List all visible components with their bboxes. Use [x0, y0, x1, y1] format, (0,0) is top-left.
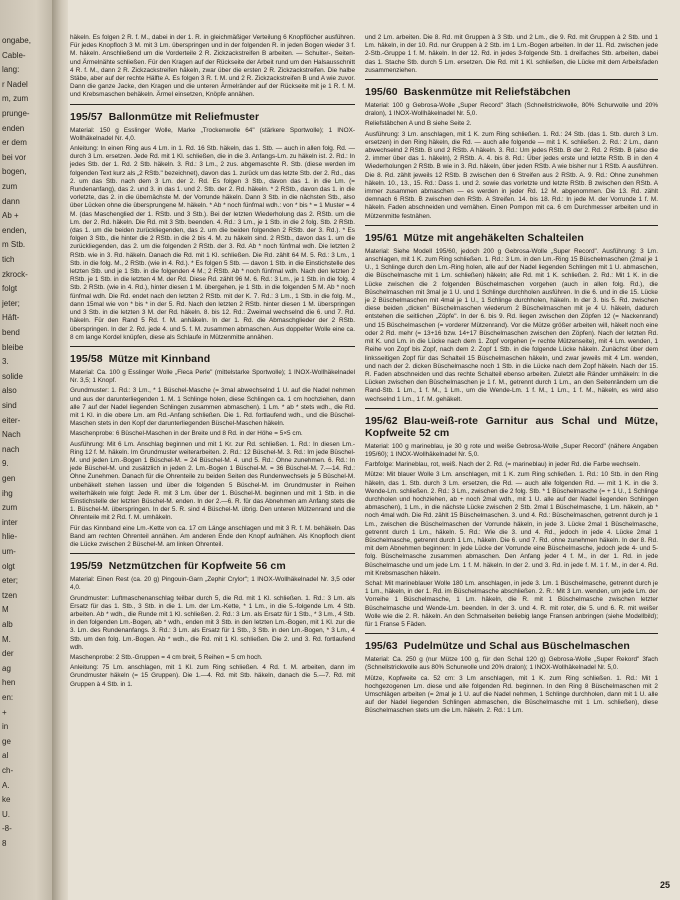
- section-title: Mütze mit angehäkelten Schalteilen: [403, 231, 584, 244]
- margin-fragment: er dem: [2, 138, 27, 148]
- margin-fragment: olgt: [2, 561, 15, 571]
- margin-fragment: der: [2, 649, 14, 659]
- section-title: Mütze mit Kinnband: [108, 352, 211, 365]
- instruction-paragraph: Ausführung: Mit 6 Lm. Anschlag beginnen und mit 1 Kr. zur Rd. schließen. 1. Rd.: In diesen Lm.-Ring 12 f. M. häkeln. Im Grundmuster weiterarbeiten. 2. Rd.: 12 Büschel-M. 3. Rd.: Im jede Büschel-M. und jeden Lm.-Bogen 1 Büschel-M. = 24 Büschel-M. 4. und 5. Rd.: Ohne zunehmen. 6. Rd.: In jede Büschel-M. und zusätzlich in jeden 2. Lm.-Bogen 1 Büschel-M. = 36 Büschel-M. 7.—14. Rd.: Ohne Zunehmen. Danach für die Ohrenteile zu beiden Seiten des Rundenwechsels je 5 Büschel-M. unbehäkelt stehen lassen und über die folgenden 5 Büschel-M. im Grundmuster in Reihen weiterhäkeln wie folgt: Jede R. mit 3 Lm. über der 1. Büschel-M. beginnen und mit 1 Stb. in die Einstichstelle der letzten Büschel-M. enden. In der 2.—6. R. für das Abnehmen am Anfang stets die 1. Büschel-M. überspringen. In der 5. R. sind 4 Büschel-M. übrig. Den unteren Mützenrand und die Ohrenteile mit 2 Rd. f. M. umhäkeln.: [70, 440, 355, 522]
- instruction-paragraph: Anleitung: In einen Ring aus 4 Lm. in 1. Rd. 16 Stb. häkeln, das 1. Stb. — auch in allen folg. Rd. — durch 3 Lm. ersetzen. Jede Rd. mit 1 Kl. schließen, die in die 3. Anfangs-Lm. zu häkeln ist. 2. Rd.: In jedes Stb. der 1. Rd. 2 Stb. häkeln. 3. Rd.: 3 Lm., 2 zus. abgemaschte R. Stb. (diese werden im folgenden Text kurz als „2 RStb." bezeichnet), davon das 1. zurück um das letzte Stb. der 2. Rd., das 2. um das Stb. nach dem 3 Lm. der 2. Rd. Es folgen 3 Stb., davon das 1. in die Lm. (= Rundenanfang), das 2. und 3. in das 1. und 2. Stb. der 2. Rd. häkeln. * 2 RStb., davon das 1. in die vorletzte, das 2. in die übernächste M. der Vorrunde häkeln. Dann 3 Stb. in die nächsten Stb., also über Lücken ohne die übersprungene M. häkeln. * Ab * noch fünfmal wdh.: von * bis * = 1 Muster = 4 M. (das Maschenglied der 1. RStb. und 3 Stb.). Bei der letzten Wiederholung das 2. RStb. um die Lm. der 2. Rd. häkeln. Die Rd. mit 3 Stb. beenden. 4. Rd.: 3 Lm., je 1 Stb. in die 2 folg. Stb. 2 RStb. (das 1. um die beiden zurückliegenden, das 2. um die beiden folgenden 2 RStb. der 3. Rd.). * Es folgen 3 Stb., die hinter die 2 RStb. in die 2 bis 4. M. zu häkeln sind. 2 RStb., davon das 1. um die zurückliegenden, das 2. um die folgenden 2 RStb. der 3. Rd. Ab * noch fünfmal wdh. Die letzten 2 RStb. wie in 3. Rd. häkeln. Danach die Rd. mit 1 Kl. schließen. Die Rd. zählt 64 M. 5. Rd.: 3 Lm., 1 Stb. in die folg. M., 2 RStb. (wie in 4. Rd.). * Es folgen 5 Stb. — davon 1 Stb. in die Einstichstelle des letzten Stb. und je 1 Stb. in die folgenden 4 M.; 2 RStb. Ab * noch fünfmal wdh. Nach den letzten 2 RStb. je 1 Stb. in die letzten 4 M. der Rd. Diese Rd. zählt 96 M. 6. Rd.: 3 Lm., je 1 Stb. in die folg. 4 Stb. 2 RStb. (wie in 4. Rd.), hinter diesen 1 M. übergehen, je 1 Stb. in die folgenden 5 M. Ab * noch fünfmal wdh. Die Rd. endet nach den letzten 2 RStb. mit der K. 7. Rd.: 3 Lm., 1 Stb. in die folg. M., dann 15mal wie von * bis * in der 5. Rd. Nach den letzten 2 RStb. hinter diesen 1 M. überspringen und 3 Stb. in die letzten 3 M. der Rd. häkeln. 8. bis 12. Rd.: Zweimal wechselnd die 6. und 7. Rd. häkeln. Für den Rand 5 Rd. f. M. anhäkeln. In der 1. Rd. die Abmaschglieder der 2 RStb. überspringen. In der 2. Rd. jede 4. und 5. f. M. zusammen abmaschen. Aus doppelter Wolle eine ca. 8 cm lange Kordel knüpfen, diese als Schlaufe in Mützenmitte annähen.: [70, 145, 355, 341]
- section-number: 195/61: [365, 231, 398, 244]
- section-rule: [70, 346, 355, 347]
- instruction-paragraph: Für das Kinnband eine Lm.-Kette von ca. 17 cm Länge anschlagen und mit 3 R. f. M. behäkeln. Das Band am rechten Ohrenteil annähen. Am anderen Ende den Knopf aufnähen. Als Knopfloch dient die Lücke zwischen 2 Büschel-M. am linken Ohrenteil.: [70, 524, 355, 548]
- section-heading: [365, 415, 658, 439]
- instruction-paragraph: Material: 100 g marineblau, je 30 g rote und weiße Gebrosa-Wolle „Super Record" (nähere Angaben 195/60); 1 INOX-Wollhäkelnadel Nr. 5,0.: [365, 442, 658, 458]
- margin-fragment: inter: [2, 517, 18, 527]
- margin-fragment: zum: [2, 503, 18, 513]
- section-number: 195/59: [70, 560, 103, 573]
- margin-fragment: r Nadel: [2, 79, 28, 89]
- instruction-paragraph: Maschenprobe: 6 Büschel-Maschen in der Breite und 8 Rd. in der Höhe = 5×5 cm.: [70, 430, 303, 438]
- margin-fragment: Häft-: [2, 313, 20, 323]
- margin-fragment: enden: [2, 123, 25, 133]
- section-number: 195/62: [365, 414, 398, 427]
- margin-fragment: prunge-: [2, 109, 30, 118]
- section-number: 195/57: [70, 110, 103, 123]
- section-heading: [70, 111, 355, 123]
- right-column: [365, 34, 658, 718]
- margin-fragment: 9.: [2, 459, 9, 469]
- instruction-paragraph: Ausführung: 3 Lm. anschlagen, mit 1 K. zum Ring schließen. 1. Rd.: 24 Stb. (das 1. Stb. durch 3 Lm. ersetzen) in den Ring häkeln, die Rd. — auch alle folgende — mit 1 K. schließen. 2. Rd.: 2 Lm., dann abwechselnd 2 RStb. B und 2 RStb. A häkeln. 3. Rd.: Um jedes RStb. B der 2. Rd. 2 RStb. B (also die 2. immer über das 1. häkeln), 2 RStb. A. 4. bis 8. Rd.: Über jedes erste und letzte RStb. B in den 4 Wiederholungen 2 RStb. B wie in 3. Rd. häkeln, über jeden RStb. A wie bisher nur 1 RStb. A ausführen. Die 8. Rd. zählt jeweils 12 RStb. B zwischen den 6 Streifen aus 2 RStb. A. 9. Rd.: Ohne zunehmen häkeln. 10., 13., 15. Rd.: Dass 1. und 2. sowie das vorletzte und letzte RStb. B zwischen den RStb. A immer zusammen abmaschen — es werden in jeder Rd. 12 M. abgenommen. Die 13. Rd. zählt demnach 6 RStb. B zwischen den RStb. A Streifen. 14. bis 18. Rd.: In jede M. der Vorrunde 1 f. M. häkeln. Faden abschneiden und vernähen. Einen Pompon mit ca. 6 cm Durchmesser arbeiten und in Mützenmitte festnähen.: [365, 130, 658, 220]
- margin-fragment: enden,: [2, 225, 27, 235]
- margin-fragment: zum: [2, 182, 18, 191]
- instruction-paragraph: Schal: Mit marineblauer Wolle 180 Lm. anschlagen, in jede 3. Lm. 1 Büschelmasche, getrennt durch je 1 Lm., häkeln, in der 1. Rd. im Büschelmasche abschließen. 2. R.: Mit 3 Lm. wenden, um jede Lm. der Vorreihe 1 Büschelmasche, 1 Lm. häkeln, die R. mit 1 Büschelmasche zwischen letzter Büschelmasche und Wende-Lm. beenden. In der 3. und 4. R. mit roter, die 5. und 6. R. mit weißer Wolle wie die 2. R. häkeln. An den Schmalseiten beliebig lange Fransen anbringen (siehe Modellbild); für 1 Franse 5 Fäden.: [365, 579, 658, 628]
- section-rule: [365, 79, 658, 80]
- margin-fragment: bleibe: [2, 342, 24, 352]
- margin-fragment: eter;: [2, 576, 19, 586]
- margin-fragment: tich: [2, 255, 15, 264]
- previous-page-margin: [0, 0, 53, 900]
- margin-fragment: bogen,: [2, 167, 27, 177]
- margin-fragment: tzen: [2, 590, 18, 600]
- section-title: Pudelmütze und Schal aus Büschelmaschen: [403, 640, 630, 653]
- instruction-paragraph: Material: 100 g Gebrosa-Wolle „Super Record" 3fach (Schnellstrickwolle, 80% Schurwolle und 20% dralon), 1 INOX-Wollhäkelnadel Nr. 5,0.: [365, 102, 658, 118]
- instruction-paragraph: Grundmuster: Luftmaschenanschlag teilbar durch 5, die Rd. mit 1 Kl. schließen. 1. Rd.: 3 Lm. als Ersatz für das 1. Stb., 3 Stb. in die 1. Lm. der Lm.-Kette, * 1 Lm., in die 5.-folgende Lm. 4 Stb. arbeiten. Ab * wdh., die Runde mit 1 Kl. schließen. 2. Rd.: 3 Lm. als Ersatz für 1 Stb., * 3 Lm., 4 Stb. in den folgenden Lm.-Bogen, ab * wdh., enden mit 3 Stb. in den letzten Lm.-Bogen, mit 1 Kl. zur die 3. Lm. des Rundenanfangs. 3. Rd.: 3 Lm. als Ersatz für 1 Stb., 3 Stb. in den Lm.-Bogen, * 3 Lm., 4 Stb. um den folg. Lm.-Bogen. Ab * wdh., die Rd. mit 1 Kl. schließen. Die 2. und 3. Rd. fortlaufend wdh.: [70, 594, 355, 651]
- instruction-paragraph: Mütze, Kopfweite ca. 52 cm: 3 Lm anschlagen, mit 1 K. zum Ring schließen. 1. Rd.: Mit 1 hochgezogenen Lm. diese und alle folgenden Rd. beginnen. In den Ring 8 Büschelmaschen mit 2 Umschlägen arbeiten (= 2mal je 1 U. auf die Nadel nehmen, 1 Schlinge durchholen, dann mit 1 U. alle auf der Nadel liegenden Schlingen abmaschen, die Büschelmasche mit 1 Lm. schließen), diese Büschelmaschen stets um die Lm. häkeln. 2. Rd.: 1 Lm.: [365, 674, 658, 715]
- margin-fragment: M.: [2, 634, 11, 644]
- margin-fragment: ag: [2, 663, 11, 673]
- section-heading: [365, 640, 658, 652]
- magazine-page: [68, 0, 680, 900]
- margin-fragment: A.: [2, 780, 10, 790]
- instruction-paragraph: Farbfolge: Marineblau, rot, weiß. Nach der 2. Rd. (= marineblau) in jeder Rd. die Farbe wechseln.: [365, 461, 641, 469]
- section-title: Ballonmütze mit Reliefmuster: [108, 110, 260, 123]
- section-number: 195/60: [365, 86, 398, 99]
- section-title: Baskenmütze mit Reliefstäbchen: [403, 86, 571, 99]
- section-heading: [70, 353, 355, 365]
- book-gutter: [52, 0, 68, 900]
- margin-fragment: also: [2, 386, 17, 396]
- margin-fragment: +: [2, 707, 7, 717]
- margin-fragment: ke: [2, 795, 11, 805]
- instruction-paragraph: Anleitung: 75 Lm. anschlagen, mit 1 Kl. zum Ring schließen. 4 Rd. f. M. arbeiten, dann im Grundmuster häkeln (= 15 Gruppen). Die 1.—4. Rd. mit Stb. häkeln, danach die 5.—7. Rd. mit Gruppen à 4 Stb. in 1.: [70, 664, 355, 688]
- instruction-paragraph: Reliefstäbchen A und B siehe Seite 2.: [365, 120, 472, 128]
- margin-fragment: ge: [2, 736, 11, 746]
- margin-fragment: ihg: [2, 488, 13, 498]
- margin-fragment: m, zum: [2, 94, 29, 104]
- margin-fragment: Cable-: [2, 50, 26, 60]
- section-rule: [365, 633, 658, 634]
- section-rule: [365, 408, 658, 409]
- section-heading: [365, 86, 658, 98]
- margin-fragment: al: [2, 751, 9, 761]
- margin-fragment: M: [2, 605, 9, 615]
- right-intro: und 2 Lm. arbeiten. Die 8. Rd. mit Gruppen à 3 Stb. und 2 Lm., die 9. Rd. mit Gruppen à 2 Stb. und 1 Lm. häkeln, in der 10. Rd. nur Gruppen à 2 Stb. im 1 Lm.-Bogen arbeiten. In der 11. Rd. zwischen jede 2-Stb.-Gruppe 1 f. M. häkeln. In der 12. Rd. in jedes 3-folgende Stb. 1 dreifaches Stb. arbeiten, dabei das 1. Stache Stb. durch 5 Lm. ersetzen. Die Rd. mit 1 Kl. schließen, die Lücke mit dem Arbeitsfaden zusammenziehen.: [365, 34, 658, 74]
- section-heading: [365, 232, 658, 244]
- margin-fragment: hlie-: [2, 532, 18, 542]
- margin-fragment: eiter-: [2, 415, 21, 425]
- margin-fragment: sind: [2, 401, 17, 410]
- margin-fragment: zkrock-: [2, 269, 28, 279]
- margin-fragment: -8-: [2, 824, 12, 834]
- margin-fragment: bend: [2, 328, 20, 337]
- margin-fragment: 8: [2, 839, 7, 848]
- section-number: 195/58: [70, 352, 103, 365]
- page-number: 25: [659, 880, 670, 890]
- instruction-paragraph: Material: Ca. 250 g (nur Mütze 100 g, für den Schal 120 g) Gebrosa-Wolle „Super Rekord" 3fach (Schnellstrickwolle aus 80% Schurwolle und 20% dralon); 1 INOX-Wollhäkelnadel Nr. 5,0.: [365, 656, 658, 672]
- section-number: 195/63: [365, 640, 398, 653]
- section-title: Blau-weiß-rote Garnitur aus Schal und Mütze, Kopfweite 52 cm: [365, 414, 658, 439]
- margin-fragment: dann: [2, 196, 20, 206]
- section-rule: [70, 104, 355, 105]
- margin-fragment: Ab +: [2, 211, 19, 221]
- margin-fragment: lang:: [2, 65, 20, 75]
- left-column: [68, 34, 355, 691]
- left-intro: häkeln. Es folgen 2 R. f. M., dabei in der 1. R. in gleichmäßiger Verteilung 6 Knopflöcher ausführen. Für jedes Knopfloch 3 M. mit 3 Lm. überspringen und in der folgenden R. in jeden Bogen wieder 3 f. M. häkeln. Anschließend um die Vorderteile 2 R. Zickzackstreifen B arbeiten. — Schulter-, Seiten- und Ärmelnähte schließen. Für den Kragen auf der Rückseite der Arbeit rund um den Halsausschnitt 4 R. f. M., dann 2 R. Zickzackstreifen häkeln, zwar über die ersten 2 R. Zickzackstreifen. Die halbe Stäbe, aber auf der rechte Hälfte A. Es folgen 3 R. f. M. und 2 R. Zickzackstreifen B und A wie zuvor. Dann die ganze Jacke, den Kragen und die unteren Ärmelränder auf der Rückseite mit je 1 R. f. M. und Krebsmaschen behäkeln. Ärmel einsetzen, Knöpfe annähen.: [70, 34, 355, 99]
- instruction-paragraph: Grundmuster: 1. Rd.: 3 Lm., * 1 Büschel-Masche (= 3mal abwechselnd 1 U. auf die Nadel nehmen und aus der darunterliegenden 1. M. 1 Schlinge holen, diese Schlingen ca. 1 cm hochziehen, dann alle 7 auf der Nadel liegenden Schlingen zusammen abmaschen). 1 Lm. * ab * stets wdh., die Rd. mit 1 Kl. in die obere Lm. am Rd.-Anfang schließen. Die 1. Rd. fortlaufend wdh., und die Büschel-Maschen stets in den Kopf der darunterliegenden Büschel-Maschen häkeln.: [70, 387, 355, 428]
- margin-fragment: nach: [2, 444, 20, 454]
- instruction-paragraph: Material: 150 g Esslinger Wolle, Marke „Trockenwolle 64" (stärkere Sportwolle); 1 INOX-Wollhäkelnadel Nr. 4,0.: [70, 126, 355, 142]
- margin-fragment: 3.: [2, 357, 9, 367]
- margin-fragment: folgt: [2, 284, 18, 294]
- margin-fragment: ongabe,: [2, 36, 31, 45]
- section-heading: [70, 560, 355, 572]
- margin-fragment: jeter;: [2, 298, 20, 308]
- instruction-paragraph: Maschenprobe: 2 Stb.-Gruppen = 4 cm breit, 5 Reihen = 5 cm hoch.: [70, 654, 263, 661]
- margin-fragment: Nach: [2, 430, 21, 440]
- section-title: Netzmützchen für Kopfweite 56 cm: [108, 560, 286, 573]
- margin-fragment: bei vor: [2, 152, 27, 162]
- section-rule: [70, 553, 355, 554]
- margin-fragment: in: [2, 722, 9, 732]
- margin-fragment: gen: [2, 474, 16, 483]
- margin-fragment: ch-: [2, 766, 14, 775]
- instruction-paragraph: Material: Siehe Modell 195/60, jedoch 200 g Gebrosa-Wolle „Super Record". Ausführung: 3 Lm. anschlagen, mit 1 K. zum Ring schließen. 1. Rd.: 3 Lm. in den Lm.-Ring 15 Büschelmaschen (2mal je 1 U., 1 Schlinge durch den Lm.-Ring holen, alle auf der Nadel liegenden Schlingen mit 1 U. abmaschen, die Büschelmasche mit 1 Lm. schließen) häkeln; alle Rd. mit 1 K. schließen. 2. Rd.: Mit 1 K. in die Lücke zwischen die 2 folgenden Büschelmaschen vorgehen (auch in allen folg. Rd.), die Büschelmaschen mit 3mal je 1 U. und 1 Schlinge durchholen ausführen. In die 6. und in die 15. Lücke je 2 Büschelmaschen mit 4mal je 1 U., 1 Schlinge durchholen, häkeln. In der 3. bis 5. Rd. zwischen diese beiden „dicken" Büschelmaschen wiederum 2 Büschelmaschen mit je 4 U. häkeln, dadurch entstehen die seitlichen „Zöpfe". In der 6. bis 9. Rd. liegen zwischen den Zöpfen 12 (= Nackenrand) und 15 Büschelmaschen (= vorderer Mützenrand). Vor die Mütze größer arbeiten will, häkelt noch eine oder 2 Rd. mehr (= 13+16 bzw. 14+17 Büschelmaschen zwischen den Zöpfen). Nach der letzten Rd. mit K. und Lm. in die Lücke nach dem 1. Zopf vorgehen (= rechte Mützenseite), mit 4 Lm. wenden, 1 Reihe von Zopf bis Zopf, nach dem 2. Zopf 1 Stb. in die folgende Lücke häkeln. Zunächst über dem linksseitigen Zopf für das Schalteil 15 Büschelmaschen häkeln, und zwar jeweils mit 4 Lm. wenden, und nach der 2. dicken Büschelmasche noch 1 Stb. in die Lücke nach dem Zopf häkeln. Nach der 15. R. Faden abschneiden und das rechte Schalteil ebenso arbeiten. Zuletzt alle Ränder umhäkeln: In die Lücken zwischen den Büschelmaschen je 1 f. M., getrennt durch 1 Lm., an den Seitenrändern um die Rand-Stb. 1 Lm., 1 f. M., 1 Lm., um die Wende-Lm. 1 f. M., 1 Lm., 1 f. M., häkeln, es wird also wechselnd 1 Lm., 1 f. M. gehäkelt.: [365, 247, 658, 403]
- margin-fragment: solide: [2, 371, 23, 381]
- margin-fragment: um-: [2, 547, 16, 556]
- margin-fragment: U.: [2, 809, 10, 819]
- section-rule: [365, 225, 658, 226]
- instruction-paragraph: Material: Einen Rest (ca. 20 g) Pingouin-Garn „Zephir Crylor"; 1 INOX-Wollhäkelnadel Nr. 3,5 oder 4,0.: [70, 576, 355, 592]
- margin-fragment: hen: [2, 678, 16, 688]
- instruction-paragraph: Mütze: Mit blauer Wolle 3 Lm. anschlagen, mit 1 K. zum Ring schließen. 1. Rd.: 10 Stb. in den Ring häkeln, das 1. Stb. durch 3 Lm. ersetzen, die Rd. — auch alle folgenden Rd. — mit 1 K. in die 3. Wende-Lm. schließen. 2. Rd.: 3 Lm., zwischen die 2 folg. Stb. * 1 Büschelmasche (= + 1 U., 1 Schlinge durchholen und hochziehen, ab + noch 2mal wdh., mit 1 U. alle auf der Nadel liegenden Schlingen abmaschen), 1 Lm., in die nächste Lücke zwischen 2 Stb. 2mal 1 Büschelmasche, 1 Lm. häkeln, ab * noch 4mal wdh. Die Rd. zählt 15 Büschelmaschen. 3. und 4. Rd.: Büschelmaschen, getrennt durch je 1 Lm., zwischen die Büschelmaschen der Vorrunde häkeln, in jede 3. Lücke 2mal 1 Büschelmasche, getrennt durch 1 Lm., häkeln. 5. Rd.: Wie die 3. und 4. Rd., jedoch in jede 4. Lücke 2mal 1 Büschelmasche, getrennt durch 1 Lm., häkeln. Die 6. und 7. Rd. ohne zunehmen häkeln. In der 8. Rd. mit dem Abnehmen beginnen: In jede Lücke der Vorrunde eine Büschelmasche, jedoch jede 4- und 5-folg. Büschelmasche zusammen abmaschen. Den Anfang jeder 4 f. M., in der 1. Rd. in jede Büschelmasche und um jede Lm. 1 f. M. häkeln. In der 2. und 3. Rd. in jede f. M. 1 f. M., in der 4. Rd. mit Krebsmaschen häkeln.: [365, 471, 658, 577]
- margin-fragment: en:: [2, 693, 14, 702]
- instruction-paragraph: Material: Ca. 100 g Esslinger Wolle „Fleca Perle" (mittelstarke Sportwolle); 1 INOX-Wollhäkelnadel Nr. 3,5; 1 Knopf.: [70, 368, 355, 385]
- margin-fragment: m Stb.: [2, 240, 26, 250]
- margin-fragment: alb: [2, 620, 13, 629]
